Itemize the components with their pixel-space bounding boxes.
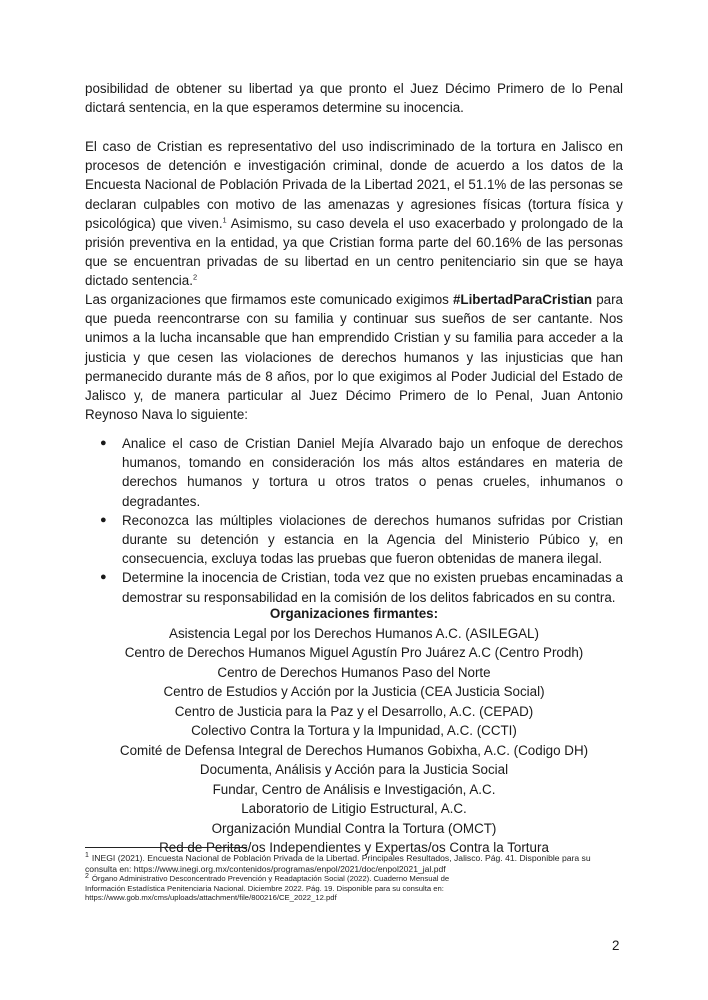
footnote-text: Órgano Administrativo Desconcentrado Prevención y Readaptación Social (2022). Cuaderno Mensual de — [91, 874, 450, 884]
footnote-text: Información Estadística Penitenciaria Nacional. Diciembre 2022. Pág. 19. Disponible para su consulta en: — [85, 883, 444, 893]
list-item — [100, 511, 623, 569]
paragraph-text: El caso de Cristian es representativo del uso indiscriminado de la tortura en Jalisco en procesos de detención e investigación criminal, donde de acuerdo a los datos de la Encuesta Nacional de Población Privada de la Libertad 2021, el 51.1% de las personas se declaran culpables con motivo de las amenazas y agresiones físicas (tortura física y psicológica) que viven. — [85, 139, 623, 231]
list-item — [100, 434, 623, 511]
organization-name: Laboratorio de Litigio Estructural, A.C. — [241, 801, 467, 816]
signatory-organizations — [85, 604, 623, 858]
organization-name: Colectivo Contra la Tortura y la Impunidad, A.C. (CCTI) — [191, 723, 517, 738]
footnotes — [85, 853, 625, 903]
demand-text: Analice el caso de Cristian Daniel Mejía Alvarado bajo un enfoque de derechos humanos, tomando en consideración los más altos estándares en materia de derechos humanos y tortura u otros tratos o penas crueles, inhumanos o degradantes. — [122, 436, 623, 509]
paragraph-intro: posibilidad de obtener su libertad ya que pronto el Juez Décimo Primero de lo Penal dictará sentencia, en la que esperamos determine su inocencia. — [85, 81, 623, 116]
list-item — [100, 568, 623, 606]
footnote-link[interactable]: https://www.gob.mx/cms/uploads/attachment/file/800216/CE_2022_12.pdf — [85, 893, 337, 903]
footnote-number: 2 — [85, 872, 89, 880]
organization-name: Centro de Derechos Humanos Miguel Agustín Pro Juárez A.C (Centro Prodh) — [124, 645, 584, 660]
demands-list — [85, 434, 623, 607]
footnote-number: 1 — [85, 852, 89, 860]
footnote-ref-2[interactable]: 2 — [192, 272, 198, 282]
footnote-2 — [85, 874, 625, 903]
footnote-1 — [85, 853, 625, 874]
paragraph-text: para que pueda reencontrarse con su familia y continuar sus sueños de ser cantante. Nos unimos a la lucha incansable que han emprendido Cristian y su familia para acceder a la justicia y que cesen las violaciones de derechos humanos y las injusticias que han permanecido durante más de 8 años, por lo que exigimos al Poder Judicial del Estado de Jalisco y, de manera particular al Juez Décimo Primero de lo Penal, Juan Antonio Reynoso Nava lo siguiente: — [85, 292, 624, 423]
demand-text: Determine la inocencia de Cristian, toda vez que no existen pruebas encaminadas a demostrar su responsabilidad en la comisión de los delitos fabricados en su contra. — [122, 570, 623, 605]
signatories-heading: Organizaciones firmantes: — [269, 606, 439, 621]
footnote-ref-1[interactable]: 1 — [222, 215, 227, 225]
bullet-icon: ● — [100, 437, 107, 449]
organization-name: Organización Mundial Contra la Tortura (OMCT) — [211, 820, 497, 836]
paragraph-text: Las organizaciones que firmamos este comunicado exigimos — [85, 292, 453, 307]
footnote-link[interactable]: https://www.inegi.org.mx/contenidos/programas/enpol/2021/doc/enpol2021_jal.pdf — [133, 863, 446, 874]
footnote-separator — [85, 847, 247, 848]
organization-name: Asistencia Legal por los Derechos Humanos A.C. (ASILEGAL) — [169, 625, 539, 641]
page-number: 2 — [612, 938, 620, 953]
organization-name: Documenta, Análisis y Acción para la Justicia Social — [199, 762, 509, 777]
paragraph-demand-intro — [85, 290, 623, 424]
organization-name: Fundar, Centro de Análisis e Investigación, A.C. — [212, 781, 496, 797]
organization-name: Comité de Defensa Integral de Derechos Humanos Gobixha, A.C. (Codigo DH) — [119, 742, 589, 758]
paragraph-text: Asimismo, su caso devela el uso exacerbado y prolongado de la prisión preventiva en la entidad, ya que Cristian forma parte del 60.16% de las personas que se encuentran privadas de su libertad en un centro penitenciario sin que se haya dictado sentencia. — [85, 215, 623, 289]
organization-name: Centro de Estudios y Acción por la Justicia (CEA Justicia Social) — [163, 684, 545, 699]
bullet-icon: ● — [100, 571, 107, 584]
hashtag: #LibertadParaCristian — [452, 292, 593, 307]
paragraph-torture-context — [85, 137, 623, 291]
organization-name: Red de Peritas/os Independientes y Expertas/os Contra la Tortura — [159, 840, 549, 855]
organization-name: Centro de Justicia para la Paz y el Desarrollo, A.C. (CEPAD) — [174, 703, 534, 719]
organization-name: Centro de Derechos Humanos Paso del Norte — [217, 664, 491, 680]
demand-text: Reconozca las múltiples violaciones de derechos humanos sufridas por Cristian durante su detención y estancia en la Agencia del Ministerio Púbico y, en consecuencia, excluya todas las pruebas que fueron obtenidas de manera ilegal. — [122, 512, 623, 567]
footnote-text: INEGI (2021). Encuesta Nacional de Población Privada de la Libertad. Principales Resultados, Jalisco. Pág. 41. Disponible para su consulta en: — [85, 853, 591, 874]
bullet-icon: ● — [100, 513, 107, 526]
